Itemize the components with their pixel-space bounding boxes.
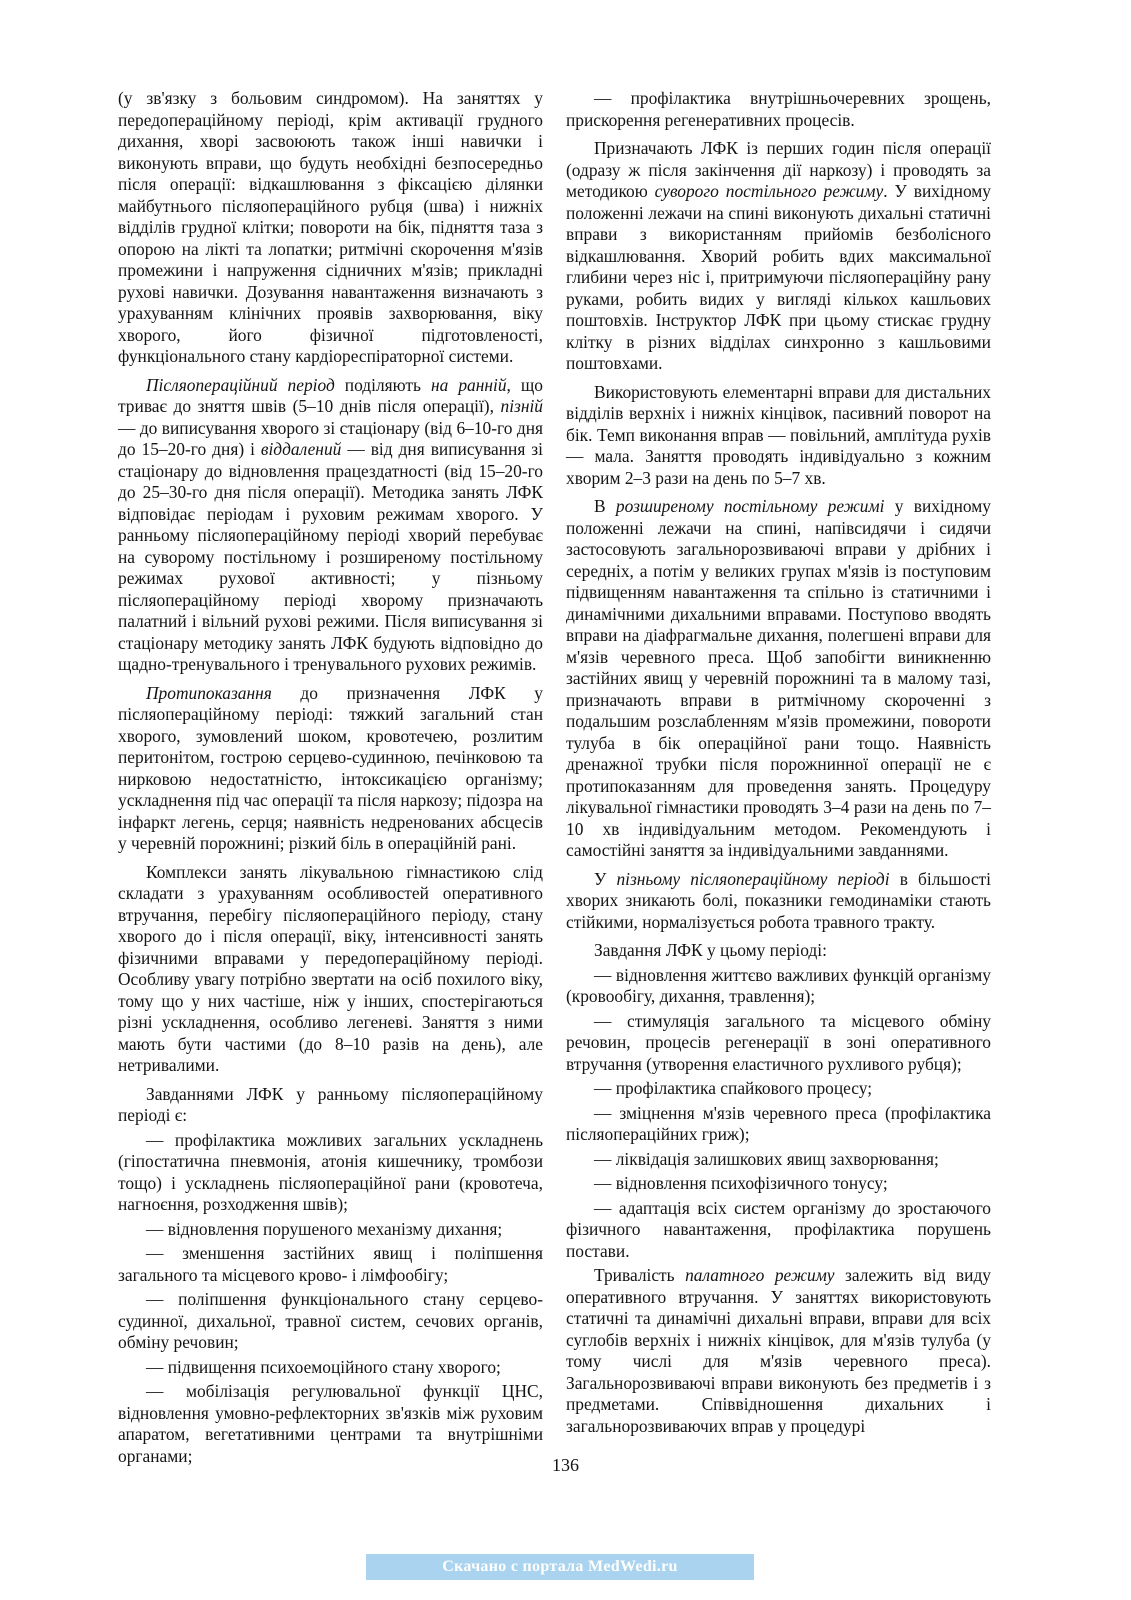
paragraph: Використовують елементарні вправи для дистальних відділів верхніх і нижніх кінцівок, пасивний поворот на бік. Темп виконання вправ — повільний, амплітуда рухів — мала. Заняття проводять індивідуально з кожним хворим 2–3 рази на день по 5–7 хв. [566, 381, 991, 488]
emphasis: пізньому післяопераційному періоді [616, 868, 890, 889]
list-item: — зміцнення м'язів черевного преса (профілактика післяопераційних гриж); [566, 1102, 991, 1144]
paragraph [566, 138, 991, 375]
list-item: — ліквідація залишкових явищ захворювання; [594, 1148, 939, 1169]
emphasis: Протипоказання [146, 682, 272, 703]
list-item: — підвищення психоемоційного стану хворого; [146, 1356, 501, 1377]
emphasis: палатного режиму [685, 1265, 835, 1285]
paragraph [118, 375, 543, 676]
emphasis: пізній [500, 396, 543, 416]
text: , що триває до зняття швів (5–10 днів після операції), [118, 374, 543, 416]
emphasis: віддалений [260, 439, 342, 459]
text: в більшості хворих зникають болі, показники гемодинаміки стають стійкими, нормалізується робота травного тракту. [566, 868, 991, 932]
right-column [566, 88, 991, 1444]
emphasis: Післяопераційний період [146, 374, 335, 395]
list-item: — мобілізація регулювальної функції ЦНС, відновлення умовно-рефлекторних зв'язків між руховим апаратом, вегетативними центрами та внутрішніми органами; [118, 1381, 543, 1466]
list-item: — стимуляція загального та місцевого обміну речовин, процесів регенерації в зоні оперативного втручання (утворення еластичного рухливого рубця); [566, 1010, 991, 1074]
download-source-banner[interactable]: Скачано с портала MedWedi.ru [366, 1554, 754, 1580]
paragraph [566, 496, 991, 862]
paragraph [566, 869, 991, 934]
list-item: — профілактика спайкового процесу; [594, 1078, 873, 1098]
list-item: — профілактика внутрішньочеревних зрощень, прискорення регенеративних процесів. [566, 88, 991, 130]
text: У [594, 868, 617, 889]
paragraph: Завданнями ЛФК у ранньому післяопераційному періоді є: [118, 1083, 543, 1125]
list-item: — відновлення життєво важливих функцій організму (кровообігу, дихання, травлення); [566, 964, 991, 1006]
list-item: — зменшення застійних явищ і поліпшення загального та місцевого крово- і лімфообігу; [118, 1243, 543, 1285]
paragraph [566, 1265, 991, 1437]
text: — до виписування хворого зі стаціонару (від 6–10-го дня до 15–20-го дня) і [118, 417, 543, 459]
page-number: 136 [552, 1455, 579, 1475]
emphasis: розширеному постільному режимі [615, 496, 885, 516]
text: . У вихідному положенні лежачи на спині виконують дихальні статичні вправи з використанням прийомів безболісного відкашлювання. Хворий робить вдих максимальної глибини через ніс і, притримуючи післяопераційну рану руками, робить видих у вигляді кількох кашльових поштовхів. Інструктор ЛФК при цьому стискає грудну клітку в різних відділах синхронно з кашльовими поштовхами. [566, 181, 992, 373]
paragraph: (у зв'язку з больовим синдромом). На заняттях у передопераційному періоді, крім активації грудного дихання, хворі засвоюють також інші навички і виконують вправи, що будуть необхідні безпосередньо після операції: відкашлювання з фіксацією ділянки майбутнього післяопераційного рубця (шва) і нижніх відділів грудної клітки; повороти на бік, підняття таза з опорою на лікті та лопатки; ритмічні скорочення м'язів промежини і напруження сідничних м'язів; прикладні рухові навички. Дозування навантаження визначають з урахуванням клінічних проявів захворювання, віку хворого, його фізичної підготовленості, функціонального стану кардіореспіраторної системи. [118, 88, 543, 366]
text: у вихідному положенні лежачи на спині, напівсидячи і сидячи застосовують загальнорозвиваючі вправи у дрібних і середніх, а потім у великих групах м'язів із поступовим підвищенням навантаження та спільно із статичними і динамічними дихальними вправами. Поступово вводять вправи на діафрагмальне дихання, полегшені вправи для м'язів черевного преса. Щоб запобігти виникненню застійних явищ у черевній порожнині та в малому тазі, призначають вправи в ритмічному скороченні з подальшим розслабленням м'язів промежини, повороти тулуба в бік операційної рани тощо. Наявність дренажної трубки після порожнинної операції не є протипоказанням для проведення занять. Процедуру лікувальної гімнастики проводять 3–4 рази на день по 7–10 хв індивідуальним методом. Рекомендують і самостійні заняття за індивідуальними завданнями. [566, 496, 991, 860]
text: до призначення ЛФК у післяопераційному періоді: тяжкий загальний стан хворого, зумовлений шоком, кровотечею, розлитим перитонітом, гострою серцево-судинною, печінковою та нирковою недостатністю, інтоксикацією організму; ускладнення під час операції та після наркозу; підозра на інфаркт легень, серця; наявність недренованих абсцесів у черевній порожнині; різкий біль в операційній рані. [118, 682, 543, 853]
text: — від дня виписування зі стаціонару до відновлення працездатності (від 15–20-го до 25–30-го дня після операції). Методика занять ЛФК відповідає періодам і руховим режимам хворого. У ранньому післяопераційному періоді хворий перебуває на суворому постільному і розширеному постільному режимах рухової активності; у пізньому післяопераційному періоді хворому призначають палатний і вільний рухові режими. Після виписування зі стаціонару методику занять ЛФК будують відповідно до щадно-тренувального і тренувального рухових режимів. [118, 439, 543, 674]
emphasis: суворого постільного режиму [654, 181, 884, 201]
text: Призначають ЛФК із перших годин після операції (одразу ж після закінчення дії наркозу) і проводять за методикою [566, 138, 991, 201]
left-column [118, 88, 543, 1470]
text: поділяють [334, 374, 431, 395]
paragraph: Завдання ЛФК у цьому періоді: [594, 940, 827, 960]
list-item: — профілактика можливих загальних ускладнень (гіпостатична пневмонія, атонія кишечнику, тромбози тощо) і ускладнень післяопераційної рани (кровотеча, нагноєння, розходження швів); [118, 1129, 543, 1214]
text: В [594, 496, 616, 516]
list-item: — відновлення психофізичного тонусу; [594, 1173, 888, 1193]
text: залежить від виду оперативного втручання. У заняттях використовують статичні та динамічні дихальні вправи, вправи для всіх суглобів верхніх і нижніх кінцівок, для м'язів тулуба (у тому числі для м'язів черевного преса). Загальнорозвиваючі вправи виконують без предметів і з предметами. Співвідношення дихальних і загальнорозвиваючих вправ у процедурі [566, 1265, 991, 1436]
list-item: — відновлення порушеного механізму дихання; [146, 1218, 503, 1239]
emphasis: на ранній [430, 374, 507, 395]
paragraph [118, 683, 543, 855]
paragraph: Комплекси занять лікувальною гімнастикою слід складати з урахуванням особливостей оперативного втручання, перебігу післяопераційного періоду, стану хворого до і після операції, віку, інтенсивності занять фізичними вправами у передопераційному періоді. Особливу увагу потрібно звертати на осіб похилого віку, тому що у них частіше, ніж у інших, спостерігаються різні ускладнення, особливо легеневі. Заняття з ними мають бути частими (до 8–10 разів на день), але нетривалими. [118, 861, 543, 1075]
list-item: — адаптація всіх систем організму до зростаючого фізичного навантаження, профілактика порушень постави. [566, 1197, 991, 1261]
text: Тривалість [594, 1265, 686, 1285]
list-item: — поліпшення функціонального стану серцево-судинної, дихальної, травної систем, сечових органів, обміну речовин; [118, 1289, 543, 1352]
